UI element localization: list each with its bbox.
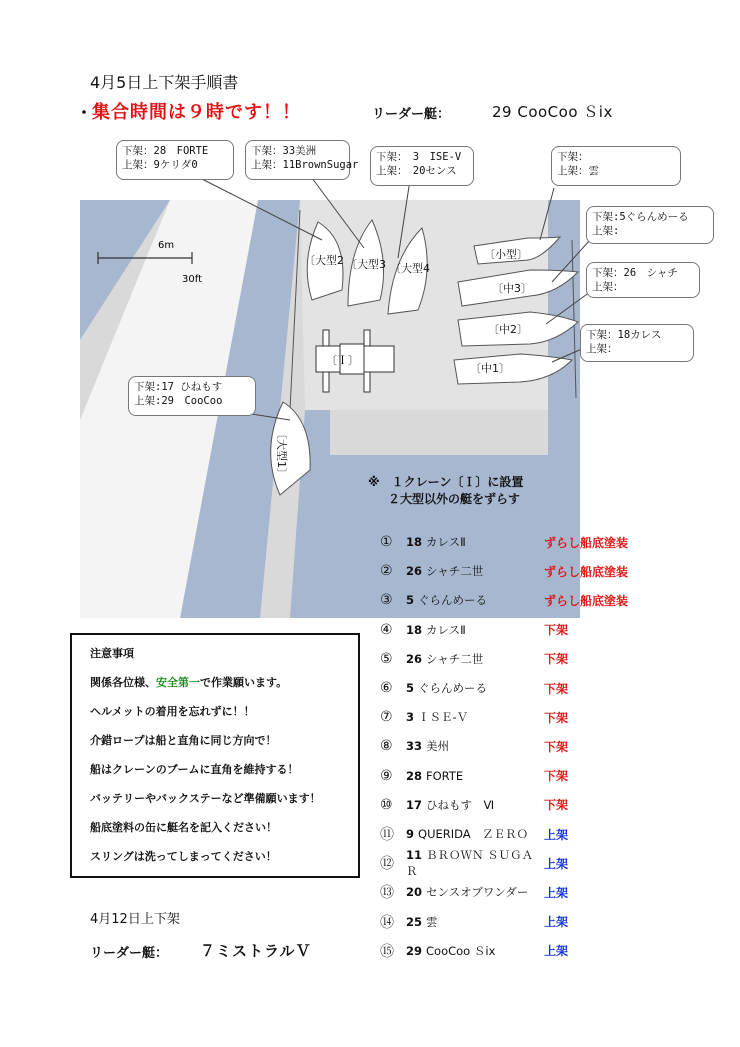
- step-number: ⑬: [380, 885, 394, 902]
- step-number: ⑩: [380, 796, 393, 813]
- leader-boat-label: リーダー艇：: [372, 107, 451, 122]
- step-boat-no: 20: [406, 885, 423, 900]
- caution-line-1-a: 関係各位様、: [90, 676, 156, 689]
- step-boat-no: 11: [406, 848, 423, 863]
- step-number: ①: [380, 534, 393, 550]
- caution-line-4: 船はクレーンのブームに直角を維持する！: [90, 763, 299, 776]
- step-boat: [406, 709, 544, 725]
- caution-line-7: スリングは洗ってしまってください！: [90, 850, 277, 863]
- callout-mid-3: 下架:5ぐらんめーる 上架:: [586, 206, 714, 244]
- callout-small: 下架： 上架：雲: [551, 146, 681, 186]
- caution-line-1: [90, 674, 287, 690]
- step-number: ④: [380, 621, 393, 638]
- step-boat-name: センスオブワンダー: [426, 885, 529, 900]
- step-boat: [406, 563, 544, 579]
- step-boat-name: シャチ二世: [426, 564, 484, 579]
- step-boat-name: ひねもす Ⅵ: [426, 797, 495, 812]
- step-action: 上架: [544, 944, 569, 959]
- step-boat-name: ＩＳＥ-Ｖ: [418, 710, 469, 725]
- leader-boat-value: 29 CooCoo Ｓix: [492, 103, 613, 121]
- safety-first-text: 安全第一: [156, 676, 200, 689]
- step-boat-name: カレスⅡ: [426, 622, 466, 637]
- step-action: ずらし船底塗装: [544, 593, 629, 608]
- step-row: [380, 882, 568, 902]
- step-action: ずらし船底塗装: [544, 535, 629, 550]
- step-boat: [406, 797, 544, 813]
- slot-label-large-4: 〔大型4: [390, 262, 430, 275]
- assembly-time-notice: 集合時間は９時です！！: [92, 102, 301, 123]
- step-boat-name: シャチ二世: [426, 651, 484, 666]
- caution-line-5: バッテリーやバックステーなど準備願います！: [90, 792, 321, 805]
- step-boat-name: ＢＲＯＷＮ ＳＵＧＡＲ: [406, 848, 534, 879]
- step-boat: [406, 680, 544, 696]
- step-row: [380, 678, 568, 698]
- caution-line-3: 介錯ロープは船と直角に同じ方向で！: [90, 734, 277, 747]
- step-boat-name: 雲: [426, 914, 438, 929]
- page-title: 4月5日上下架手順書: [90, 73, 239, 92]
- crane-label: 〔Ｉ〕: [326, 354, 359, 367]
- step-number: ⑭: [380, 914, 394, 931]
- step-row: [380, 649, 568, 669]
- step-boat-no: 33: [406, 739, 423, 754]
- step-row: [380, 561, 628, 581]
- step-boat: [406, 826, 544, 842]
- step-number: ②: [380, 563, 393, 580]
- step-action: 下架: [544, 739, 569, 754]
- step-row: [380, 824, 568, 844]
- step-boat-name: CooCoo Ｓix: [426, 943, 496, 958]
- bullet-mark: ・: [76, 103, 93, 122]
- step-action: 上架: [544, 827, 569, 842]
- step-row: [380, 848, 569, 879]
- step-action: 上架: [544, 856, 569, 871]
- step-row: [380, 736, 568, 756]
- step-action: 上架: [544, 885, 569, 900]
- step-boat-no: 25: [406, 914, 423, 929]
- step-action: ずらし船底塗装: [544, 564, 629, 579]
- callout-large-2: 下架：28 FORTE 上架：9ケリダ0: [116, 140, 234, 180]
- step-number: ⑫: [380, 856, 394, 873]
- slot-label-large-1: 〔大型1〕: [275, 428, 288, 479]
- step-boat-no: 17: [406, 797, 423, 812]
- step-number: ⑪: [380, 827, 394, 843]
- step-action: 下架: [544, 652, 569, 667]
- note-line-1: ※ １クレーン〔Ｉ〕に設置: [368, 475, 524, 489]
- next-leader-value: ７ミストラルＶ: [200, 942, 312, 960]
- step-row: [380, 941, 568, 961]
- step-number: ⑤: [380, 650, 393, 667]
- next-date: 4月12日上下架: [90, 912, 180, 927]
- step-number: ③: [380, 592, 393, 609]
- step-boat: [406, 592, 544, 608]
- step-number: ⑥: [380, 680, 393, 696]
- step-boat-no: 28: [406, 768, 423, 783]
- step-action: 上架: [544, 915, 569, 930]
- slot-label-mid-2: 〔中2〕: [488, 323, 528, 336]
- step-row: [380, 590, 628, 610]
- step-number: ⑧: [380, 738, 393, 755]
- step-row: [380, 766, 568, 786]
- step-boat-name: ぐらんめーる: [418, 681, 488, 695]
- step-boat: [406, 534, 544, 550]
- step-number: ⑨: [380, 767, 393, 784]
- callout-large-3: 下架：33美洲 上架：11BrownSugar: [245, 140, 350, 180]
- step-action: 下架: [544, 798, 569, 813]
- slot-label-mid-1: 〔中1〕: [470, 362, 510, 375]
- step-boat-no: 5: [406, 681, 415, 695]
- step-row: [380, 707, 568, 727]
- step-boat: [406, 914, 544, 930]
- step-boat-no: 18: [406, 535, 423, 549]
- callout-large-4: 下架： 3 ISE-V 上架： 20センス: [370, 146, 474, 186]
- step-row: [380, 912, 568, 932]
- step-row: [380, 620, 568, 640]
- step-boat-no: 3: [406, 710, 415, 725]
- step-boat-no: 29: [406, 943, 423, 958]
- step-boat-no: 18: [406, 622, 423, 637]
- callout-large-1: 下架:17 ひねもす 上架:29 CooCoo: [128, 376, 256, 416]
- step-action: 下架: [544, 623, 569, 638]
- callout-mid-2: 下架：26 シャチ 上架：: [586, 262, 700, 298]
- callout-mid-1: 下架：18カレス 上架：: [580, 324, 694, 362]
- step-boat-no: 9: [406, 827, 415, 841]
- caution-line-2: ヘルメットの着用を忘れずに！！: [90, 705, 255, 718]
- step-boat: [406, 884, 544, 900]
- scale-label-m: 6m: [158, 240, 175, 251]
- caution-line-1-c: で作業願います。: [200, 676, 288, 689]
- step-boat-no: 26: [406, 651, 423, 666]
- step-boat: [406, 847, 544, 879]
- slot-label-mid-3: 〔中3〕: [492, 282, 532, 295]
- step-boat-name: ぐらんめーる: [418, 593, 488, 608]
- step-boat-no: 5: [406, 593, 415, 608]
- step-boat-name: FORTE: [426, 768, 464, 783]
- slot-label-small: 〔小型〕: [484, 248, 528, 261]
- step-row: [380, 795, 568, 815]
- step-action: 下架: [544, 769, 569, 784]
- caution-title: 注意事項: [90, 647, 134, 660]
- step-boat-name: QUERIDA ＺＥＲＯ: [418, 827, 529, 841]
- caution-line-6: 船底塗料の缶に艇名を記入ください！: [90, 821, 277, 834]
- slot-label-large-3: 〔大型3: [346, 258, 386, 271]
- step-boat: [406, 622, 544, 638]
- step-boat: [406, 651, 544, 667]
- next-leader-label: リーダー艇：: [90, 946, 169, 961]
- step-boat: [406, 769, 544, 783]
- step-action: 下架: [544, 710, 569, 725]
- step-boat-name: 美州: [426, 739, 450, 754]
- step-number: ⑮: [380, 943, 394, 960]
- step-number: ⑦: [380, 709, 393, 726]
- caution-box: [70, 633, 360, 878]
- step-boat: [406, 943, 544, 959]
- slot-label-large-2: 〔大型2: [304, 254, 344, 267]
- step-boat-name: カレスⅡ: [426, 535, 466, 549]
- scale-label-ft: 30ft: [182, 274, 202, 285]
- step-boat-no: 26: [406, 564, 423, 579]
- note-line-2: ２大型以外の艇をずらす: [388, 492, 521, 506]
- step-action: 下架: [544, 681, 569, 696]
- step-boat: [406, 738, 544, 754]
- step-row: [380, 532, 628, 552]
